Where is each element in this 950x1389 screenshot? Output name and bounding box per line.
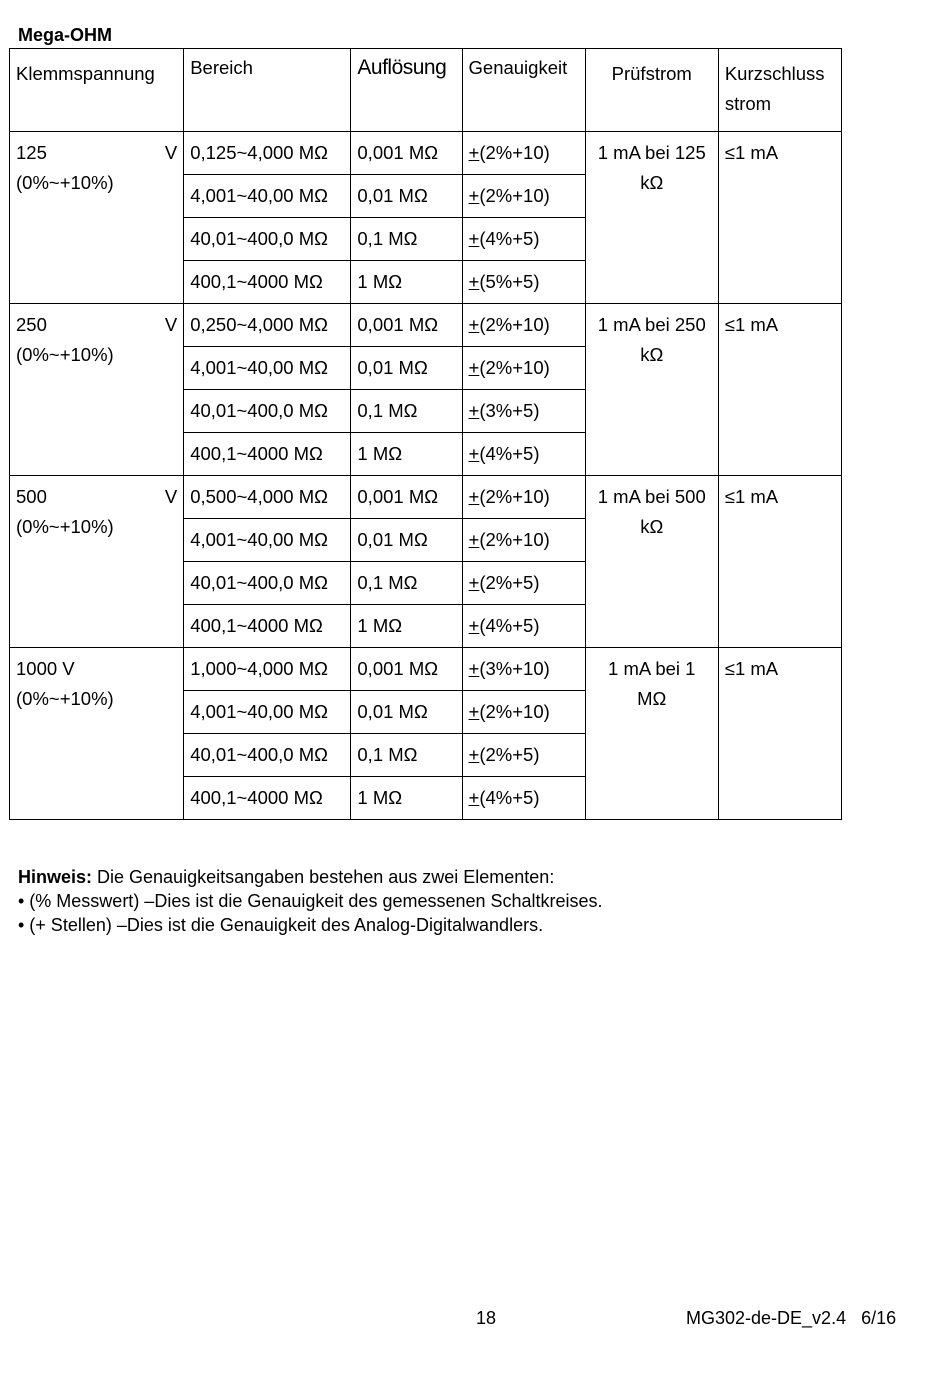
- accuracy-value: (3%+10): [479, 658, 550, 679]
- accuracy-cell: [462, 734, 585, 777]
- resolution-cell: 0,01 MΩ: [351, 691, 462, 734]
- footer-page-number: 18: [476, 1308, 497, 1328]
- short-circuit-cell: ≤1 mA: [718, 304, 841, 476]
- accuracy-sign: +: [468, 185, 480, 206]
- resolution-cell: 1 MΩ: [351, 777, 462, 820]
- header-test-current: Prüfstrom: [585, 49, 718, 132]
- header-resolution: Auflösung: [351, 49, 462, 132]
- range-cell: 40,01~400,0 MΩ: [184, 562, 351, 605]
- header-terminal-voltage: Klemmspannung: [10, 49, 184, 132]
- accuracy-cell: [462, 304, 585, 347]
- note-bullet: • (% Messwert) –Dies ist die Genauigkeit des gemessenen Schaltkreises.: [18, 891, 603, 911]
- range-cell: 400,1~4000 MΩ: [184, 777, 351, 820]
- table-body: [10, 132, 842, 820]
- accuracy-value: (5%+5): [479, 271, 540, 292]
- accuracy-value: (2%+10): [479, 529, 550, 550]
- range-cell: 4,001~40,00 MΩ: [184, 519, 351, 562]
- range-cell: 0,125~4,000 MΩ: [184, 132, 351, 175]
- accuracy-cell: [462, 175, 585, 218]
- accuracy-value: (2%+5): [479, 744, 540, 765]
- short-circuit-cell: ≤1 mA: [718, 648, 841, 820]
- accuracy-sign: +: [468, 357, 480, 378]
- header-short-circuit-line2: strom: [724, 93, 772, 114]
- accuracy-sign: +: [468, 658, 480, 679]
- header-short-circuit-line1: Kurzschluss: [724, 63, 825, 84]
- terminal-voltage-cell: [10, 304, 184, 476]
- accuracy-cell: [462, 433, 585, 476]
- accuracy-cell: [462, 132, 585, 175]
- accuracy-cell: [462, 218, 585, 261]
- table-header-row: [10, 49, 842, 132]
- range-cell: 40,01~400,0 MΩ: [184, 218, 351, 261]
- range-cell: 0,500~4,000 MΩ: [184, 476, 351, 519]
- test-current-cell: 1 mA bei 125 kΩ: [585, 132, 718, 304]
- accuracy-cell: [462, 691, 585, 734]
- accuracy-sign: +: [468, 701, 480, 722]
- voltage-tolerance: (0%~+10%): [16, 344, 114, 365]
- resolution-cell: 0,1 MΩ: [351, 218, 462, 261]
- resolution-cell: 1 MΩ: [351, 261, 462, 304]
- accuracy-cell: [462, 347, 585, 390]
- header-accuracy: Genauigkeit: [462, 49, 585, 132]
- accuracy-sign: +: [468, 787, 480, 808]
- resolution-cell: 0,001 MΩ: [351, 132, 462, 175]
- section-title: Mega-OHM: [18, 25, 112, 45]
- accuracy-sign: +: [468, 529, 480, 550]
- voltage-tolerance: (0%~+10%): [16, 172, 114, 193]
- voltage-line: [16, 482, 177, 512]
- resolution-cell: 0,1 MΩ: [351, 734, 462, 777]
- accuracy-value: (2%+10): [479, 486, 550, 507]
- voltage-value: 250: [16, 314, 47, 335]
- table-row: [10, 304, 842, 347]
- short-circuit-cell: ≤1 mA: [718, 476, 841, 648]
- voltage-line: [16, 654, 177, 684]
- accuracy-value: (2%+10): [479, 142, 550, 163]
- note-text: Die Genauigkeitsangaben bestehen aus zwei Elementen:: [92, 867, 555, 887]
- voltage-line: [16, 138, 177, 168]
- accuracy-value: (2%+10): [479, 357, 550, 378]
- accuracy-value: (4%+5): [479, 443, 540, 464]
- resolution-cell: 0,1 MΩ: [351, 390, 462, 433]
- header-short-circuit-current: [718, 49, 841, 132]
- accuracy-cell: [462, 777, 585, 820]
- voltage-tolerance: (0%~+10%): [16, 516, 114, 537]
- voltage-unit: V: [164, 486, 178, 507]
- accuracy-cell: [462, 648, 585, 691]
- accuracy-sign: +: [468, 443, 480, 464]
- accuracy-cell: [462, 519, 585, 562]
- voltage-value: 125: [16, 142, 47, 163]
- table-row: [10, 132, 842, 175]
- accuracy-value: (2%+5): [479, 572, 540, 593]
- accuracy-cell: [462, 390, 585, 433]
- resolution-cell: 0,01 MΩ: [351, 175, 462, 218]
- range-cell: 1,000~4,000 MΩ: [184, 648, 351, 691]
- range-cell: 4,001~40,00 MΩ: [184, 347, 351, 390]
- accuracy-cell: [462, 261, 585, 304]
- accuracy-value: (2%+10): [479, 701, 550, 722]
- accuracy-sign: +: [468, 142, 480, 163]
- terminal-voltage-cell: [10, 648, 184, 820]
- accuracy-cell: [462, 476, 585, 519]
- accuracy-value: (2%+10): [479, 185, 550, 206]
- range-cell: 400,1~4000 MΩ: [184, 605, 351, 648]
- accuracy-sign: +: [468, 486, 480, 507]
- accuracy-value: (4%+5): [479, 228, 540, 249]
- resolution-cell: 0,001 MΩ: [351, 648, 462, 691]
- resolution-cell: 0,01 MΩ: [351, 519, 462, 562]
- accuracy-cell: [462, 605, 585, 648]
- accuracy-sign: +: [468, 228, 480, 249]
- table-row: [10, 476, 842, 519]
- resolution-cell: 0,001 MΩ: [351, 304, 462, 347]
- voltage-unit: V: [164, 314, 178, 335]
- accuracy-sign: +: [468, 615, 480, 636]
- resolution-cell: 0,1 MΩ: [351, 562, 462, 605]
- accuracy-cell: [462, 562, 585, 605]
- terminal-voltage-cell: [10, 132, 184, 304]
- accuracy-value: (4%+5): [479, 615, 540, 636]
- accuracy-value: (2%+10): [479, 314, 550, 335]
- resolution-cell: 0,01 MΩ: [351, 347, 462, 390]
- range-cell: 400,1~4000 MΩ: [184, 433, 351, 476]
- header-range: Bereich: [184, 49, 351, 132]
- resolution-cell: 1 MΩ: [351, 605, 462, 648]
- voltage-unit: V: [164, 142, 178, 163]
- resolution-cell: 0,001 MΩ: [351, 476, 462, 519]
- note-intro: [18, 865, 603, 889]
- accuracy-value: (4%+5): [479, 787, 540, 808]
- range-cell: 40,01~400,0 MΩ: [184, 390, 351, 433]
- resolution-cell: 1 MΩ: [351, 433, 462, 476]
- range-cell: 4,001~40,00 MΩ: [184, 175, 351, 218]
- voltage-tolerance: (0%~+10%): [16, 688, 114, 709]
- mega-ohm-spec-table: [9, 48, 842, 820]
- table-row: [10, 648, 842, 691]
- test-current-cell: 1 mA bei 250 kΩ: [585, 304, 718, 476]
- accuracy-sign: +: [468, 744, 480, 765]
- accuracy-sign: +: [468, 271, 480, 292]
- range-cell: 0,250~4,000 MΩ: [184, 304, 351, 347]
- accuracy-sign: +: [468, 314, 480, 335]
- test-current-cell: 1 mA bei 1 MΩ: [585, 648, 718, 820]
- note-block: [18, 865, 603, 937]
- accuracy-value: (3%+5): [479, 400, 540, 421]
- range-cell: 400,1~4000 MΩ: [184, 261, 351, 304]
- voltage-line: [16, 310, 177, 340]
- short-circuit-cell: ≤1 mA: [718, 132, 841, 304]
- range-cell: 4,001~40,00 MΩ: [184, 691, 351, 734]
- voltage-value: 500: [16, 486, 47, 507]
- accuracy-sign: +: [468, 400, 480, 421]
- accuracy-sign: +: [468, 572, 480, 593]
- voltage-value: 1000 V: [16, 658, 75, 679]
- test-current-cell: 1 mA bei 500 kΩ: [585, 476, 718, 648]
- terminal-voltage-cell: [10, 476, 184, 648]
- range-cell: 40,01~400,0 MΩ: [184, 734, 351, 777]
- note-bullet: • (+ Stellen) –Dies ist die Genauigkeit des Analog-Digitalwandlers.: [18, 915, 544, 935]
- footer-doc-id: MG302-de-DE_v2.4 6/16: [686, 1308, 897, 1328]
- note-label: Hinweis:: [18, 867, 93, 887]
